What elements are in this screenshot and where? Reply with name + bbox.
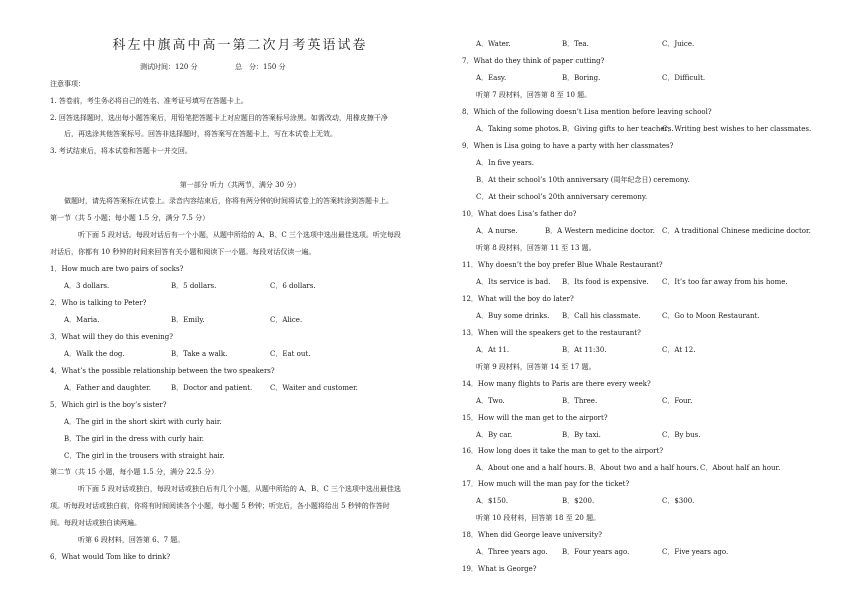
q9-option-c: C．At their school’s 20th anniversary ceremony. [476,193,648,201]
right-column [462,0,860,608]
q14-option-b: B．Three. [562,397,598,405]
q4-option-a: A．Father and daughter. [64,384,151,392]
question-4: 4．What’s the possible relationship between the two speakers? [50,367,275,375]
q15-option-c: C．By bus. [662,431,701,439]
q7-option-c: C．Difficult. [662,74,706,82]
question-9: 9．When is Lisa going to have a party with her classmates? [462,142,674,150]
part1-heading: 第一部分 听力（共两节，满分 30 分） [179,181,301,189]
note-line: 后，再选涂其他答案标号。回答非选择题时，将答案写在答题卡上，写在本试卷上无效。 [64,130,337,138]
exam-time: 测试时间：120 分 [140,63,198,71]
question-1: 1．How much are two pairs of socks? [50,265,184,273]
listen-instruction-10: 听第 10 段材料，回答第 18 至 20 题。 [476,514,601,522]
section1-heading: 第一节（共 5 小题；每小题 1.5 分，满分 7.5 分） [50,214,210,222]
q16-option-c: C．About half an hour. [700,464,781,472]
q1-option-c: C．6 dollars. [270,282,316,290]
question-16: 16．How long does it take the man to get to the airport? [462,447,664,455]
question-13: 13．When will the speakers get to the restaurant? [462,329,641,337]
q4-option-b: B．Doctor and patient. [171,384,253,392]
q13-option-a: A．At 11. [476,346,510,354]
part1-intro-line: 做题时，请先将答案标在试卷上。录音内容结束后，你将有两分钟的时间将试卷上的答案转涂到答题卡上。 [64,197,393,205]
q6-option-a: A．Water. [476,40,511,48]
q5-option-b: B．The girl in the dress with curly hair. [64,435,204,443]
q9-option-a: A．In five years. [476,159,534,167]
section1-instructions: 对话后，你都有 10 秒钟的时间来回答有关小题和阅读下一小题。每段对话仅读一遍。 [50,248,316,256]
question-19: 19．What is George? [462,565,537,573]
q18-option-a: A．Three years ago. [476,548,548,556]
q2-option-c: C．Alice. [270,316,303,324]
q1-option-b: B．5 dollars. [171,282,217,290]
q7-option-a: A．Easy. [476,74,507,82]
question-12: 12．What will the boy do later? [462,295,574,303]
q6-option-b: B．Tea. [562,40,589,48]
question-14: 14．How many flights to Paris are there every week? [462,380,651,388]
q11-option-c: C．It’s too far away from his home. [662,278,788,286]
q14-option-a: A．Two. [476,397,505,405]
q12-option-a: A．Buy some drinks. [476,312,550,320]
q15-option-a: A．By car. [476,431,513,439]
q13-option-b: B．At 11:30. [562,346,607,354]
q10-option-c: C．A traditional Chinese medicine doctor. [662,227,811,235]
section1-instructions: 听下面 5 段对话。每段对话后有一个小题，从题中所给的 A、B、C 三个选项中选出最佳选项。听完每段 [78,231,401,239]
q1-option-a: A．3 dollars. [64,282,110,290]
section2-instructions: 项。听每段对话或独白前，你将有时间阅读各个小题，每小题 5 秒钟；听完后，各小题将给出 5 秒钟的作答时 [50,502,390,510]
q11-option-b: B．Its food is expensive. [562,278,649,286]
q2-option-a: A．Maria. [64,316,100,324]
notes-heading: 注意事项： [50,80,85,88]
q16-option-a: A．About one and a half hours. [476,464,587,472]
question-15: 15．How will the man get to the airport? [462,414,608,422]
q7-option-b: B．Boring. [562,74,601,82]
listen-instruction-9: 听第 9 段材料，回答第 14 至 17 题。 [476,363,596,371]
question-7: 7．What do they think of paper cutting? [462,57,605,65]
exam-title: 科左中旗高中高一第二次月考英语试卷 [112,38,368,53]
question-11: 11．Why doesn’t the boy prefer Blue Whale Restaurant? [462,261,663,269]
note-line: 2. 回答选择题时，选出每小题答案后，用铅笔把答题卡上对应题目的答案标号涂黑。如需改动，用橡皮擦干净 [50,114,388,122]
listen-instruction-7: 听第 7 段材料，回答第 8 至 10 题。 [476,91,592,99]
q17-option-c: C．$300. [662,497,695,505]
listen-instruction-6: 听第 6 段材料，回答第 6、7 题。 [78,536,185,544]
q6-option-c: C．Juice. [662,40,695,48]
q15-option-b: B．By taxi. [562,431,601,439]
question-5: 5．Which girl is the boy’s sister? [50,401,167,409]
question-6: 6．What would Tom like to drink? [50,553,171,561]
q16-option-b: B．About two and a half hours. [588,464,699,472]
listen-instruction-8: 听第 8 段材料，回答第 11 至 13 题。 [476,244,596,252]
q18-option-c: C．Five years ago. [662,548,729,556]
q13-option-c: C．At 12. [662,346,696,354]
q8-option-b: B．Giving gifts to her teachers. [562,125,674,133]
q9-option-b: B．At their school’s 10th anniversary (周年纪念日) ceremony. [476,176,690,184]
q17-option-b: B．$200. [562,497,595,505]
q14-option-c: C．Four. [662,397,693,405]
question-8: 8．Which of the following doesn’t Lisa mention before leaving school? [462,108,712,116]
q12-option-c: C．Go to Moon Restaurant. [662,312,760,320]
q12-option-b: B．Call his classmate. [562,312,641,320]
question-10: 10．What does Lisa’s father do? [462,210,577,218]
q8-option-c: C．Writing best wishes to her classmates. [662,125,812,133]
question-17: 17．How much will the man pay for the ticket? [462,480,630,488]
question-3: 3．What will they do this evening? [50,333,173,341]
q2-option-b: B．Emily. [171,316,205,324]
section2-instructions: 听下面 5 段对话或独白，每段对话或独白后有几个小题，从题中所给的 A、B、C 三个选项中选出最佳选 [78,485,401,493]
q5-option-c: C．The girl in the trousers with straight hair. [64,452,225,460]
q8-option-a: A．Taking some photos. [476,125,561,133]
section2-heading: 第二节（共 15 小题，每小题 1.5 分，满分 22.5 分） [50,468,218,476]
q18-option-b: B．Four years ago. [562,548,630,556]
q3-option-c: C．Eat out. [270,350,311,358]
question-2: 2．Who is talking to Peter? [50,299,147,307]
q4-option-c: C．Waiter and customer. [270,384,358,392]
q3-option-a: A．Walk the dog. [64,350,125,358]
q3-option-b: B．Take a walk. [171,350,228,358]
section2-instructions: 间。每段对话或独白读两遍。 [50,519,141,527]
note-line: 1. 答卷前，考生务必将自己的姓名、准考证号填写在答题卡上。 [50,97,248,105]
q10-option-a: A．A nurse. [476,227,518,235]
q11-option-a: A．Its service is bad. [476,278,551,286]
question-18: 18．When did George leave university? [462,531,602,539]
q17-option-a: A．$150. [476,497,509,505]
q10-option-b: B．A Western medicine doctor. [545,227,655,235]
q5-option-a: A．The girl in the short skirt with curly hair. [64,418,222,426]
left-column [50,0,450,608]
note-line: 3. 考试结束后，将本试卷和答题卡一并交回。 [50,147,192,155]
total-score: 总 分：150 分 [235,63,286,71]
